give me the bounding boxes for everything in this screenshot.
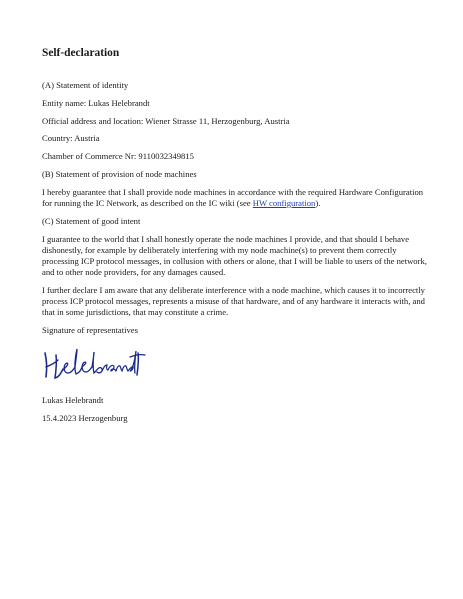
chamber-of-commerce-number: Chamber of Commerce Nr: 9110032349815 (42, 151, 194, 162)
provision-text-end: ). (315, 197, 321, 208)
document-title: Self-declaration (42, 47, 120, 59)
intent-heading: (C) Statement of good intent (42, 215, 141, 226)
handwritten-signature (42, 343, 146, 383)
document-body (42, 46, 432, 431)
signature-label: Signature of representatives (42, 325, 138, 336)
provision-statement (42, 187, 432, 209)
country: Country: Austria (42, 133, 100, 144)
identity-heading: (A) Statement of identity (42, 80, 129, 90)
provision-heading: (B) Statement of provision of node machines (42, 168, 197, 179)
intent-statement: I guarantee to the world that I shall honestly operate the node machines I provide, and that should I behave dishonestly, for example by deliberately interfering with my node machine(s) to prevent them correctly processing ICP protocol messages, in collusion with others or alone, that I will be liable to users of the network, and to other node providers, for any damages caused. (42, 233, 427, 278)
signer-name: Lukas Helebrandt (42, 394, 104, 405)
entity-name: Entity name: Lukas Helebrandt (42, 97, 150, 108)
provision-text: I hereby guarantee that I shall provide node machines in accordance with the required Hardware Configuration for running the IC Network, as described on the IC wiki (see (42, 186, 424, 208)
further-declaration: I further declare I am aware that any deliberate interference with a node machine, which causes it to incorrectly process ICP protocol messages, represents a misuse of that hardware, and of any hardware it interacts with, and that in some jurisdictions, that may constitute a crime. (42, 284, 425, 318)
hw-configuration-link[interactable]: HW configuration (252, 197, 316, 208)
date-and-place: 15.4.2023 Herzogenburg (42, 412, 128, 423)
official-address: Official address and location: Wiener Strasse 11, Herzogenburg, Austria (42, 115, 290, 126)
